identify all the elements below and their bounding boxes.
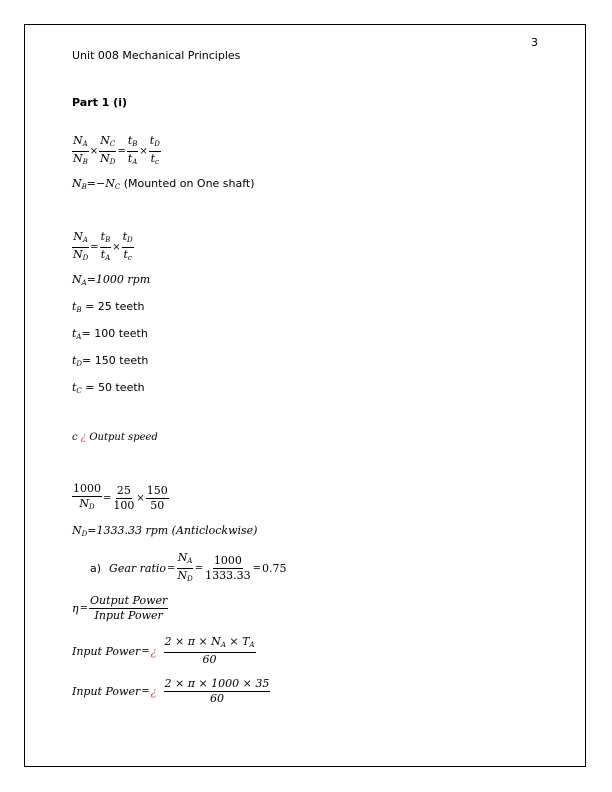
section-heading: Part 1 (i) <box>72 96 128 109</box>
equation-shaft: $N_B=-N_C$ (Mounted on One shaft) <box>72 177 255 191</box>
equation-ratio: $\frac{N_A}{N_D}$ = $\frac{t_B}{t_A}$ × $\frac{t_D}{t_c}$ <box>73 230 133 262</box>
given-na: $N_A=1000$ rpm <box>72 273 151 287</box>
given-tb: $t_B = 25$ teeth <box>72 300 145 314</box>
given-ta: $t_A= 100$ teeth <box>72 327 148 341</box>
input-power-numeric: Input Power = ¿ $\frac{2 \times \pi \times 1000 \times 35}{60}$ <box>72 677 270 705</box>
given-tc: $t_C = 50$ teeth <box>72 381 145 395</box>
gear-ratio-line: a) Gear ratio = $\frac{N_A}{N_D}$ = $\frac{1000}{1333.33}$ = 0.75 <box>90 551 287 583</box>
given-td: $t_D= 150$ teeth <box>72 354 149 368</box>
document-header: Unit 008 Mechanical Principles <box>72 49 241 62</box>
efficiency-equation: η = $\frac{\text{Output Power}}{\text{Input Power}}$ <box>72 594 168 622</box>
input-power-formula: Input Power = ¿ $\frac{2 \times \pi \times N_A \times T_A}{60}$ <box>72 635 255 666</box>
equation-gear-train: $\frac{N_A}{N_B}$ × $\frac{N_C}{N_D}$ = $\frac{t_B}{t_A}$ × $\frac{t_D}{t_c}$ <box>73 134 160 166</box>
output-speed-line: c ¿ Output speed <box>72 432 158 443</box>
equation-numeric: $\frac{1000}{N_D}$ = $\frac{25}{100}$ × $\frac{150}{50}$ <box>73 482 168 512</box>
page-number: 3 <box>531 36 538 49</box>
nd-result: $N_D=1333.33$ rpm (Anticlockwise) <box>72 524 258 538</box>
